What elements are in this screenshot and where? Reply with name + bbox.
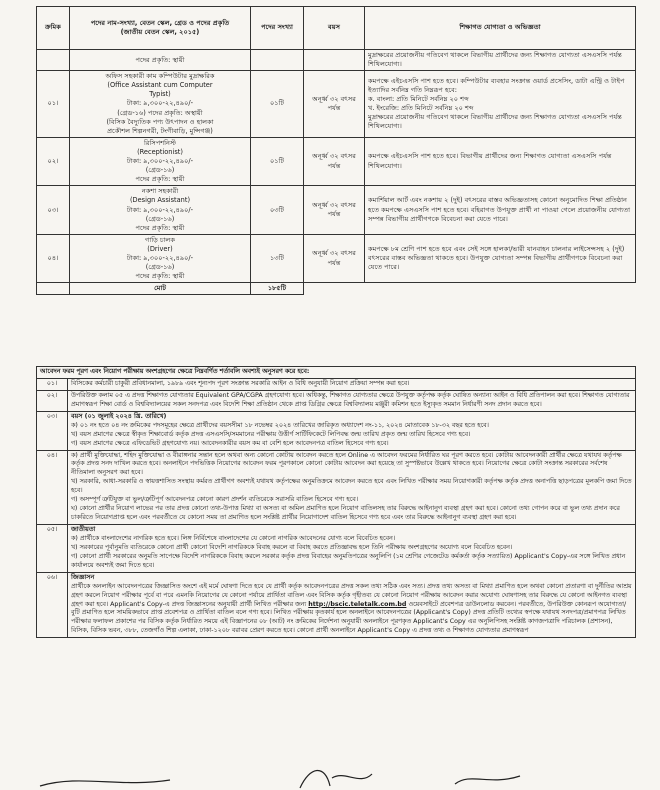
top-row-age — [304, 50, 365, 71]
signature-stroke-mid — [300, 770, 372, 788]
post-name-line: (বিসিক বৈদ্যুতিক পণ্য উৎপাদন ও হালকা — [106, 117, 214, 126]
post-name-line: (গ্রেড-১৬) — [145, 263, 175, 272]
rule-line: খ) সরকারের পূর্বানুমতি ব্যতিরেকে কোনো প্রার্থী কোনো বিদেশি নাগরিককে বিবাহ করলে বা বিবাহ করতে প্রতিজ্ঞাবদ্ধ হলে তিনি পরীক্ষায় অংশগ্রহণের অযোগ্য বলে বিবেচিত হবেন। — [71, 543, 513, 551]
rule-line: ক) প্রার্থী মুক্তিযোদ্ধা, শহিদ মুক্তিযোদ্ধা ও বীরাঙ্গনার সন্তান হলে অথবা অন্য কোনো কোটায় আবেদন করতে হলে Online এ আবেদন ফরমের নির্ধারিত ঘর পূরণ করতে হবে। কোটায় আবেদনকারী প্রার্থীর ক্ষেত্রে যথাযথ কর্তৃপক্ষ কর্তৃক প্রদত্ত সনদ দাখিল করতে হবে। অনলাইনে পদভিত্তিক নিয়োগের আবেদন ফরম পূরণকালে কোনো কোটায় আবেদন করা হয়েছে তা সুস্পষ্টভাবে উল্লেখ থাকতে হবে। নিয়োগের ক্ষেত্রে কোটা সংক্রান্ত সরকারের সর্বশেষ নীতিমালা অনুসরণ করা হবে। — [71, 451, 622, 477]
rule-text — [68, 378, 636, 390]
rule-row — [37, 411, 636, 450]
rule-line: প্রার্থীকে অনলাইন আবেদনপত্রের জিজ্ঞাসিত অংশে এই মর্মে ঘোষণা দিতে হবে যে প্রার্থী কর্তৃক আবেদনপত্রের প্রদত্ত সকল তথ্য সঠিক এবং সত্য। প্রদত্ত তথ্য অসত্য বা মিথ্যা প্রমাণিত হলে অথবা কোনো প্রতারণা বা দুর্নীতির আশ্রয় গ্রহণ করলে নিয়োগ পরীক্ষার পূর্বে বা পরে এমনকি নিয়োগের যে কোনো পর্যায়ে প্রার্থিতা বাতিল এবং বিসিক কর্তৃক গৃহীতব্য যে কোনো নিয়োগ পরীক্ষায় আবেদন করার অযোগ্য ঘোষণাসহ তার বিরুদ্ধে যে কোনো আইনগত ব্যবস্থা গ্রহণ করা হবে। Applicant's Copy-এ প্রদত্ত জিজ্ঞাসনের অনুযায়ী প্রার্থী লিখিত পরীক্ষার জন্য — [71, 582, 632, 608]
row-serial: ০৩। — [37, 186, 70, 234]
row-count: ০১টি — [251, 71, 304, 138]
row-post-name — [70, 137, 251, 185]
rule-row — [37, 378, 636, 390]
post-name-line: টাকা: ৯,৩০০-২২,৪৯০/- — [126, 157, 194, 166]
rules-heading: আবেদন ফরম পূরণ এবং নিয়োগ পরীক্ষায় অংশগ্রহণের ক্ষেত্রে নিম্নবর্ণিত শর্তাবলি অবশ্যই অনুসরণ করে হবে: — [37, 367, 636, 379]
website-link[interactable]: http://bscic.teletalk.com.bd — [308, 600, 407, 608]
rule-row — [37, 525, 636, 573]
qualification-line: ক. বাংলা: প্রতি মিনিটে সর্বনিম্ন ২০ শব্দ — [368, 94, 469, 103]
row-age: অনূর্ধ্ব ৩২ বৎসর পর্যন্ত — [304, 137, 365, 185]
rule-number: ০৫। — [37, 525, 68, 573]
rule-title: জিজ্ঞাসন — [71, 573, 95, 581]
row-post-name — [70, 186, 251, 234]
top-row-serial — [37, 50, 70, 71]
row-post-name — [70, 234, 251, 282]
rule-line: উপরিউক্ত কলাম ০৫ এ প্রদত্ত শিক্ষাগত যোগ্যতার Equivalent GPA/CGPA গ্রহণযোগ্য হবে। অধিকন্তু, শিক্ষাগত যোগ্যতার ক্ষেত্রে উপযুক্ত কর্তৃপক্ষ কর্তৃক ঘোষিত অন্যান্য আইন ও বিধি প্রতিপালন করা হবে। শিক্ষাগত যোগ্যতার প্রমাণস্বরূপ শিক্ষা বোর্ড ও বিশ্ববিদ্যালয়ের সকল সনদপত্র এবং বিদেশি শিক্ষা প্রতিষ্ঠান থেকে প্রাপ্ত ডিগ্রির ক্ষেত্রে বিশ্ববিদ্যালয় মঞ্জুরী কমিশন হতে ইস্যুকৃত সমমান নির্ধারণী সনদ প্রদান করতে হবে। — [71, 391, 630, 408]
post-name-line: অফিস সহকারী কাম কম্পিউটার মুদ্রাক্ষরিক — [105, 72, 215, 81]
rule-text — [68, 411, 636, 450]
qualification-line: মুদ্রাক্ষরের প্রয়োজনীয় গতিবেগ থাকলে বিভাগীয় প্রার্থীদের জন্য শিক্ষাগত যোগ্যতা এসএসসি পর্যন্ত শিথিলযোগ্য। — [368, 113, 622, 131]
header-post-name-text: পদের নাম-সংখ্যা, বেতন স্কেল, গ্রেড ও পদের প্রকৃতি — [90, 18, 230, 27]
post-name-line: টাকা: ৯,৩০০-২২,৪৯০/- — [126, 99, 194, 108]
qualification-line: কমার্শিয়াল আর্ট এবং নকশায় ২ (দুই) বৎসরের বাস্তব অভিজ্ঞতাসহ কোনো অনুমোদিত শিক্ষা প্রতিষ্ঠান হতে কমপক্ষে এসএসসি পাশ হতে হবে। বহিরাগত উপযুক্ত প্রার্থী না পাওয়া গেলে প্রয়োজনীয় যোগ্যতা সম্পন্ন বিভাগীয় প্রার্থীগণকে বিবেচনা করা যেতে পারে। — [368, 196, 631, 223]
rules-heading-row — [37, 367, 636, 379]
row-count: ০৩টি — [251, 186, 304, 234]
qualification-line: খ. ইংরেজি: প্রতি মিনিটে সর্বনিম্ন ২০ শব্দ — [368, 104, 474, 113]
row-serial: ০৪। — [37, 234, 70, 282]
post-name-line: (Receptionist) — [137, 147, 183, 156]
rule-number: ০১। — [37, 378, 68, 390]
rule-line: গ) অসম্পূর্ণ ত্রুটিযুক্ত বা ভুল/ত্রুটিপূর্ণ আবেদনপত্র কোনো কারণ প্রদর্শন ব্যতিরেকে সরাসরি বাতিল হিসেবে গণ্য হবে। — [71, 496, 358, 504]
posts-table-body — [37, 50, 636, 283]
row-count: ০১টি — [251, 137, 304, 185]
top-row-qualification: মুদ্রাক্ষরের প্রয়োজনীয় গতিবেগ থাকলে বিভাগীয় প্রার্থীদের জন্য শিক্ষাগত যোগ্যতা এসএসসি পর্যন্ত শিথিলযোগ্য। — [365, 50, 636, 71]
posts-table — [36, 6, 636, 295]
rule-row — [37, 390, 636, 411]
header-age: বয়স — [304, 7, 365, 50]
post-name-line: রিসিপশনিস্ট — [144, 138, 176, 147]
post-name-line: টাকা: ৯,৩০০-২২,৪৯০/- — [126, 253, 194, 262]
post-name-line: প্রকৌশল শিল্পনগরী, টংগীবাড়ি, মুন্সিগঞ্জ) — [107, 126, 213, 135]
rule-row — [37, 572, 636, 638]
rules-table — [36, 366, 636, 638]
table-row — [37, 137, 636, 185]
post-name-line: টাকা: ৯,৩০০-২২,৪৯০/- — [126, 205, 194, 214]
qualification-line: কমপক্ষে এইচএসসি পাশ হতে হবে। বিভাগীয় প্রার্থীদের জন্য শিক্ষাগত যোগ্যতা এসএসসি পর্যন্ত শিথিলযোগ্য। — [368, 152, 612, 170]
top-row-name: পদের প্রকৃতি: স্থায়ী — [70, 50, 251, 71]
post-name-line: (Design Assistant) — [129, 196, 191, 205]
row-qualification — [365, 234, 636, 282]
post-name-line: পদের প্রকৃতি: স্থায়ী — [135, 223, 185, 232]
row-age: অনূর্ধ্ব ৩২ বৎসর পর্যন্ত — [304, 234, 365, 282]
rule-line: ঘ) কোনো প্রার্থীর নিয়োগ লাভের পর তার প্রদত্ত কোনো তথ্য-উপাত্ত মিথ্যা বা অসত্য বা অমিল প্রমাণিত হলে নিয়োগ বাতিলসহ তার বিরুদ্ধে আইনানুগ ব্যবস্থা গ্রহণ করা হবে। কোনো তথ্য গোপন করে বা ভুল তথ্য প্রদান করে চাকরিতে নিয়োগপ্রাপ্ত হলে এবং পরবর্তীতে যে কোনো সময় তা প্রমাণিত হলে সংশ্লিষ্ট প্রার্থীর নিয়োগাদেশ বাতিল হিসেবে গণ্য হবে এবং তার বিরুদ্ধে আইনানুগ ব্যবস্থা গ্রহণ করা হবে। — [71, 505, 620, 522]
total-row — [37, 283, 636, 295]
rule-line: খ) সরকারি, আধা-সরকারি ও স্বায়ত্তশাসিত সংস্থায় কর্মরত প্রার্থীগণ অবশ্যই যথাযথ কর্তৃপক্ষের অনুমতিক্রমে আবেদন করতে হবে এবং লিখিত পরীক্ষার সময় নিয়োগকারী কর্তৃপক্ষ কর্তৃক প্রদত্ত অনাপত্তি ছাড়পত্রের মূলকপি জমা দিতে হবে। — [71, 478, 632, 495]
rule-text — [68, 390, 636, 411]
rule-number: ০৪। — [37, 450, 68, 525]
header-count: পদের সংখ্যা — [251, 7, 304, 50]
total-row-empty-qual — [365, 283, 636, 295]
post-name-line: গাড়ি চালক — [145, 235, 175, 244]
rule-line: বিসিকের কর্মচারী চাকুরী প্রবিধানমালা, ১৯৮৯ এবং শূন্যপদ পূরণ সংক্রান্ত সরকারি আইন ও বিধি অনুযায়ী নিয়োগ প্রক্রিয়া সম্পন্ন করা হবে। — [71, 379, 410, 387]
row-qualification — [365, 186, 636, 234]
top-row-count — [251, 50, 304, 71]
table-header-row — [37, 7, 636, 50]
rule-number: ০৬। — [37, 572, 68, 638]
total-row-empty — [37, 283, 70, 295]
table-row — [37, 234, 636, 282]
qualification-line: কমপক্ষে ৮ম শ্রেণি পাশ হতে হবে এবং সেই সঙ্গে হালকা/ভারী যানবাহন চালনার লাইসেন্সসহ ২ (দুই) বৎসরের বাস্তব অভিজ্ঞতা থাকতে হবে। উপযুক্ত যোগ্যতা সম্পন্ন বিভাগীয় প্রার্থীগণকে বিবেচনা করা যেতে পারে। — [368, 244, 625, 272]
rule-text — [68, 525, 636, 573]
signature-stroke-left — [40, 780, 170, 786]
total-value: ১৮৫টি — [251, 283, 304, 295]
signature-stroke-right — [455, 776, 520, 784]
rule-text — [68, 450, 636, 525]
post-name-line: (গ্রেড-১৬) — [145, 166, 175, 175]
row-qualification — [365, 71, 636, 138]
post-name-line: (গ্রেড-১৬) পদের প্রকৃতি: অস্থায়ী — [117, 108, 203, 117]
rule-title: বয়স (০১ জুলাই ২০২৪ খ্রি. তারিখে) — [71, 412, 167, 420]
post-name-line: Typist) — [149, 90, 171, 99]
header-qualification: শিক্ষাগত যোগ্যতা ও অভিজ্ঞতা — [365, 7, 636, 50]
post-name-line: পদের প্রকৃতি: স্থায়ী — [135, 175, 185, 184]
rule-number: ০৩। — [37, 411, 68, 450]
post-name-line: (Driver) — [147, 244, 173, 253]
table-row — [37, 186, 636, 234]
table-row — [37, 71, 636, 138]
post-name-line: পদের প্রকৃতি: স্থায়ী — [135, 272, 185, 281]
rule-line: খ) বয়স প্রমাণের ক্ষেত্রে স্বীকৃত শিক্ষাবোর্ড কর্তৃক প্রদত্ত এসএসসি/সমমানের পরীক্ষায় উত্তীর্ণ সার্টিফিকেটে লিপিবদ্ধ জন্ম তারিখ প্রকৃত জন্ম তারিখ হিসেবে গণ্য হবে। — [71, 430, 471, 438]
total-row-empty-age — [304, 283, 365, 295]
row-serial: ০২। — [37, 137, 70, 185]
row-post-name — [70, 71, 251, 138]
post-name-line: (গ্রেড-১৬) — [145, 214, 175, 223]
rules-table-body — [37, 367, 636, 638]
row-age: অনূর্ধ্ব ৩২ বৎসর পর্যন্ত — [304, 71, 365, 138]
rule-title: জাতীয়তা — [71, 526, 96, 533]
row-age: অনূর্ধ্ব ৩২ বৎসর পর্যন্ত — [304, 186, 365, 234]
rule-line: গ) বয়স প্রমাণের ক্ষেত্রে এফিডেভিট গ্রহণযোগ্য নয়। আবেদনকারীর বয়স কম বা বেশি হলে আবেদনপত্র বাতিল হিসেবে গণ্য হবে। — [71, 439, 389, 447]
signature-marks — [0, 760, 660, 790]
post-name-line: (Office Assistant cum Computer — [107, 81, 213, 90]
table-row-top — [37, 50, 636, 71]
header-post-name — [70, 7, 251, 50]
rule-line-after-link: ওয়েবসাইটে প্রবেশপত্র ডাউনলোড করবেন। পরবর্তীতে, উপরিউক্ত কোনরূপ অযোগ্যতা/বুটি প্রমাণিত হলে সাময়িকভাবে প্রাপ্ত প্রবেশপত্র ও প্রার্থিতা বাতিল বলে গণ্য হবে। লিখিত পরীক্ষায় কৃতকার্য হলে অনলাইনে আবেদনপত্রের (Applicant's Copy) প্রদত্ত প্রতিটি তথ্যের স্বপক্ষে যথাযথ সনদপত্র/প্রমাণপত্র লিখিত পরীক্ষার ফলাফল প্রকাশের পর বিসিক কর্তৃক নির্ধারিত সময়ে এই বিজ্ঞাপনের ০৮ (আট) নং ক্রমিকের নির্দেশনা অনুযায়ী অনলাইনে পূরণকৃত Applicant's Copy এর অনুলিপিসহ সংশ্লিষ্ট কাগজপত্রাদি পরিচালক (প্রশাসন), বিসিক, বিসিক ভবন, ৩৮৮, তেজগাঁও শিল্প এলাকা, ঢাকা-১২০৮ বরাবর প্রেরণ করতে হবে। কোনো প্রার্থী অনলাইনে Applicant's Copy এ প্রদত্ত তথ্য ও শিক্ষাগত যোগ্যতার প্রমাণস্বরূপ — [71, 600, 627, 635]
rule-row — [37, 450, 636, 525]
header-serial: ক্রমিক — [37, 7, 70, 50]
post-name-line: নকশা সহকারী — [141, 187, 179, 196]
row-serial: ০১। — [37, 71, 70, 138]
rule-text — [68, 572, 636, 638]
rule-line: ক) প্রার্থীকে বাংলাদেশের নাগরিক হতে হবে। লিঙ্গ নির্বিশেষে বাংলাদেশের যে কোনো নাগরিক আবেদনের যোগ্য বলে বিবেচিত হবেন। — [71, 534, 396, 542]
total-label: মোট — [70, 283, 251, 295]
row-qualification — [365, 137, 636, 185]
qualification-line: কমপক্ষে এইচএসসি পাশ হতে হবে। কম্পিউটার ব্যবহার সংক্রান্ত ওয়ার্ড প্রসেসিং, ডাটা এন্ট্রি ও টাইপ ইত্যাদির সর্বনিম্ন গতি নিম্নরূপ হবে: — [368, 76, 625, 94]
rule-line: গ) কোনো প্রার্থী সরকারের অনুমতি সাপেক্ষে বিদেশি নাগরিককে বিবাহ করলে সরকার কর্তৃক প্রদত্ত বিবাহের অনুমতিপত্রের অনুলিপি (১ম শ্রেণির গেজেটেড কর্মকর্তা কর্তৃক সত্যায়িত) Applicant's Copy-এর সঙ্গে লিখিত প্রধান কার্যালয়ে অবশ্যই জমা দিতে হবে। — [71, 552, 626, 569]
row-count: ১৩টি — [251, 234, 304, 282]
rule-number: ০২। — [37, 390, 68, 411]
rule-line: ক) ০১ নং হতে ০৪ নং ক্রমিকের পদসমূহের ক্ষেত্রে প্রার্থীদের বয়সসীমা ১৮ নভেম্বর ২০২৪ তারিখের জারিকৃত অধ্যাদেশ নং-১১, ২০২৪ মোতাবেক ১৮-৩২ বছর হতে হবে। — [71, 421, 489, 429]
header-post-name-sub: (জাতীয় বেতন স্কেল, ২০১৫) — [120, 28, 200, 36]
